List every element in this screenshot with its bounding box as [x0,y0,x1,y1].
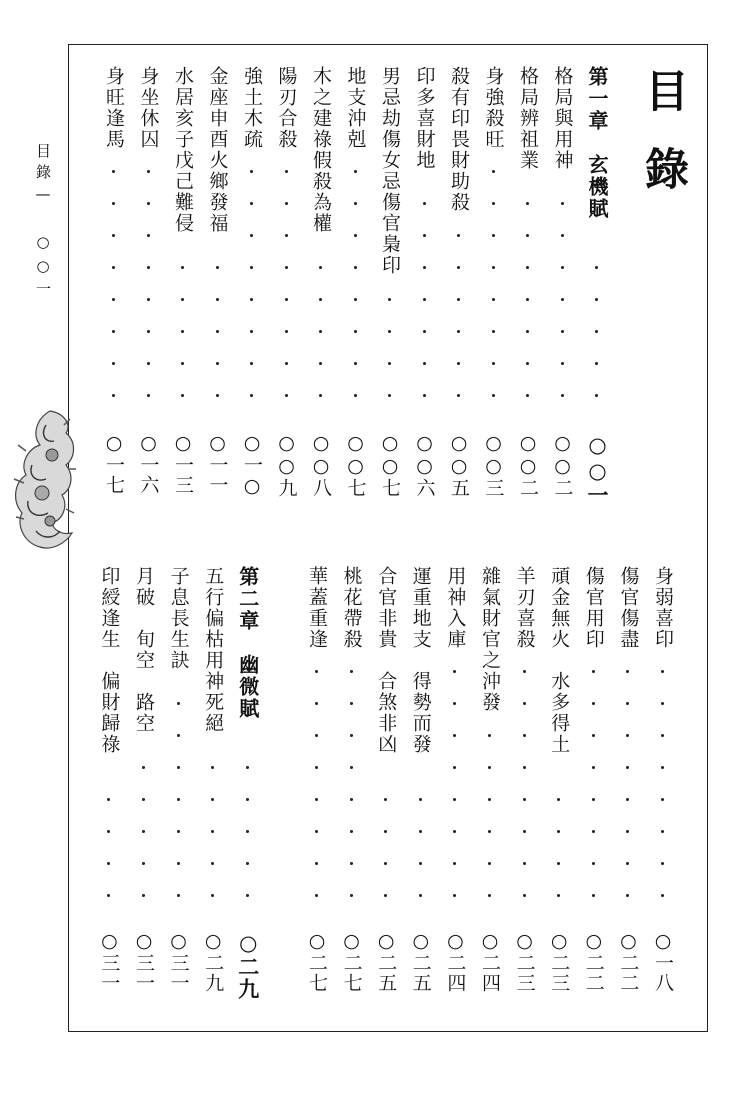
toc-entry[interactable] [404,566,438,1006]
entry-title: 桃花帶殺 [340,566,363,650]
leader-dot [285,362,288,365]
leader-dot [246,766,249,769]
leader-dot [423,394,426,397]
leader-dot [592,734,595,737]
toc-entry[interactable] [162,566,196,1006]
leader-dot [285,330,288,333]
leader-dot [112,394,115,397]
leader-dot [592,894,595,897]
leader-dot [250,234,253,237]
leader-dot [595,362,598,365]
leader-dot [216,394,219,397]
leader-dot [315,766,318,769]
leader-dot [561,202,564,205]
toc-entry[interactable] [339,66,373,536]
leader-dot [211,862,214,865]
page-number: ○一六 [137,432,160,495]
leader-dot [423,266,426,269]
toc-entry[interactable] [542,566,576,1006]
leader-dot [457,362,460,365]
leader-dot [315,830,318,833]
leader-dot [423,234,426,237]
leader-dot [592,862,595,865]
leader-dot [561,234,564,237]
entry-title: 身坐休囚 [137,66,160,150]
leader-dot [211,798,214,801]
leader-dot [147,298,150,301]
leader-dot [112,362,115,365]
leader-dot [492,234,495,237]
leader-dot [453,862,456,865]
entry-title: 身強殺旺 [482,66,505,150]
toc-entry[interactable] [511,66,545,536]
leader-dot [388,362,391,365]
leader-dot [350,830,353,833]
lower-contents-block [0,566,749,1006]
leader-dot [250,394,253,397]
leader-dot [592,766,595,769]
leader-dot [354,362,357,365]
leader-dot [523,830,526,833]
leader-dot [147,266,150,269]
entry-title: 水居亥子戊己難侵 [172,66,194,234]
leader-dot [112,202,115,205]
leader-dot [112,234,115,237]
toc-entry[interactable] [442,66,476,536]
leader-dot [592,702,595,705]
leader-dot [211,894,214,897]
leader-dot [457,330,460,333]
page-number: ○二三 [513,930,536,993]
leader-dot [112,266,115,269]
leader-dot [526,362,529,365]
leader-dot [250,298,253,301]
page-number: ○○五 [448,432,470,498]
entry-title: 子息長生訣 [167,566,190,671]
leader-dot [388,298,391,301]
leader-dot [147,202,150,205]
leader-dot [523,798,526,801]
toc-entry[interactable] [196,566,230,1006]
page-number: ○二五 [409,930,432,993]
leader-dot [177,702,180,705]
leader-dot [557,862,560,865]
leader-dot [561,394,564,397]
leader-dot [423,330,426,333]
leader-dot [488,798,491,801]
leader-dot [354,298,357,301]
entry-title: 木之建祿假殺為權 [310,66,332,234]
leader-dot [315,862,318,865]
leader-dot [285,202,288,205]
leader-dot [453,894,456,897]
leader-dot [177,894,180,897]
leader-dot [354,330,357,333]
leader-dot [319,266,322,269]
leader-dot [181,362,184,365]
leader-dot [181,298,184,301]
toc-entry[interactable] [265,566,299,1006]
toc-entry[interactable] [166,66,200,536]
leader-dot [112,330,115,333]
page-number: ○○六 [413,432,436,498]
leader-dot [350,798,353,801]
toc-entry[interactable] [97,66,131,536]
leader-dot [457,266,460,269]
leader-dot [661,894,664,897]
entry-title: 用神入庫 [444,566,467,650]
leader-dot [626,894,629,897]
leader-dot [561,362,564,365]
leader-dot [492,266,495,269]
leader-dot [319,362,322,365]
leader-dot [181,266,184,269]
leader-dot [419,798,422,801]
leader-dot [246,862,249,865]
page-number: ○二五 [375,930,398,993]
leader-dot [315,670,318,673]
upper-contents-block [0,66,749,536]
leader-dot [350,702,353,705]
leader-dot [285,394,288,397]
entry-title: 羊刃喜殺 [513,566,536,650]
leader-dot [423,362,426,365]
leader-dot [388,330,391,333]
leader-dot [107,830,110,833]
entry-title: 華蓋重逢 [306,566,328,650]
entry-title: 雜氣財官之沖發 [479,566,501,713]
leader-dot [315,702,318,705]
leader-dot [142,798,145,801]
leader-dot [626,798,629,801]
leader-dot [319,330,322,333]
leader-dot [661,734,664,737]
toc-entry[interactable] [335,566,369,1006]
leader-dot [285,266,288,269]
leader-dot [526,298,529,301]
leader-dot [595,266,598,269]
leader-dot [250,170,253,173]
leader-dot [592,670,595,673]
leader-dot [661,798,664,801]
toc-entry[interactable] [546,66,580,536]
page-number: ○二七 [340,930,363,993]
leader-dot [354,202,357,205]
leader-dot [177,798,180,801]
leader-dot [354,170,357,173]
leader-dot [557,830,560,833]
toc-entry[interactable] [408,66,442,536]
entry-title: 傷官用印 [582,566,605,650]
toc-entry[interactable] [477,66,511,536]
toc-entry[interactable] [369,566,403,1006]
toc-entry[interactable] [270,66,304,536]
entry-title: 身弱喜印 [652,566,674,650]
leader-dot [147,362,150,365]
page-number: ○一一 [206,432,229,495]
leader-dot [285,234,288,237]
leader-dot [523,734,526,737]
leader-dot [147,170,150,173]
leader-dot [457,394,460,397]
leader-dot [492,170,495,173]
leader-dot [350,766,353,769]
page-title: 目錄 [637,68,688,224]
leader-dot [523,894,526,897]
leader-dot [181,394,184,397]
leader-dot [384,798,387,801]
leader-dot [592,830,595,833]
page-number: ○○二 [551,432,574,498]
page-number: ○○八 [310,432,332,498]
leader-dot [523,702,526,705]
leader-dot [488,894,491,897]
leader-dot [350,670,353,673]
leader-dot [112,170,115,173]
leader-dot [423,202,426,205]
leader-dot [453,766,456,769]
leader-dot [315,894,318,897]
leader-dot [488,766,491,769]
leader-dot [453,702,456,705]
toc-entry[interactable] [235,66,269,536]
leader-dot [246,894,249,897]
entry-title: 殺有印畏財助殺 [448,66,470,213]
leader-dot [561,330,564,333]
leader-dot [142,862,145,865]
page-number: ○○九 [275,432,298,498]
leader-dot [315,798,318,801]
toc-entry[interactable] [580,66,614,536]
leader-dot [177,734,180,737]
page-number: ○一○ [241,432,263,498]
toc-entry[interactable] [127,566,161,1006]
leader-dot [384,862,387,865]
leader-dot [142,894,145,897]
leader-dot [626,702,629,705]
leader-dot [250,330,253,333]
toc-entry[interactable] [611,566,645,1006]
leader-dot [523,766,526,769]
leader-dot [626,734,629,737]
leader-dot [419,894,422,897]
leader-dot [177,862,180,865]
toc-entry[interactable] [577,566,611,1006]
page-number: ○三一 [98,930,121,993]
toc-entry[interactable] [201,66,235,536]
leader-dot [492,394,495,397]
toc-entry[interactable] [231,566,265,1006]
leader-dot [419,862,422,865]
leader-dot [388,394,391,397]
leader-dot [453,798,456,801]
leader-dot [488,734,491,737]
leader-dot [147,234,150,237]
leader-dot [211,830,214,833]
entry-title: 頑金無火 水多得土 [548,566,571,755]
leader-dot [453,670,456,673]
toc-entry[interactable] [438,566,472,1006]
leader-dot [592,798,595,801]
leader-dot [526,202,529,205]
toc-entry[interactable] [373,66,407,536]
leader-dot [626,830,629,833]
page-number: ○○三 [482,432,505,498]
leader-dot [595,394,598,397]
leader-dot [557,894,560,897]
leader-dot [384,894,387,897]
leader-dot [216,330,219,333]
entry-title: 陽刃合殺 [275,66,298,150]
leader-dot [488,830,491,833]
page-number: ○二九 [235,930,261,1000]
leader-dot [211,766,214,769]
leader-dot [423,298,426,301]
leader-dot [107,862,110,865]
leader-dot [457,298,460,301]
leader-dot [453,830,456,833]
leader-dot [661,670,664,673]
leader-dot [142,830,145,833]
leader-dot [488,862,491,865]
leader-dot [384,830,387,833]
page-number: ○一三 [172,432,194,495]
entry-title: 男忌劫傷女忌傷官梟印 [379,66,401,276]
page-number: ○○一 [585,432,610,506]
leader-dot [492,298,495,301]
entry-title: 傷官傷盡 [617,566,640,650]
leader-dot [107,894,110,897]
entry-title: 合官非貴 合煞非凶 [375,566,398,755]
page-number: ○二四 [444,930,467,993]
entry-title: 金座申酉火鄉發福 [206,66,229,234]
leader-dot [216,298,219,301]
leader-dot [526,234,529,237]
entry-title: 格局辨祖業 [517,66,539,171]
entry-title: 印多喜財地 [413,66,436,171]
toc-entry[interactable] [508,566,542,1006]
entry-title: 五行偏枯用神死絕 [202,566,225,734]
leader-dot [661,862,664,865]
entry-title: 運重地支 得勢而發 [409,566,432,755]
leader-dot [354,266,357,269]
leader-dot [626,670,629,673]
leader-dot [526,266,529,269]
leader-dot [315,734,318,737]
leader-dot [526,394,529,397]
leader-dot [457,234,460,237]
leader-dot [661,766,664,769]
entry-title: 格局與用神 [551,66,574,171]
page-number: ○二七 [306,930,328,993]
leader-dot [285,170,288,173]
leader-dot [561,298,564,301]
page-number: ○一七 [103,432,125,495]
leader-dot [350,862,353,865]
page-number: ○三一 [133,930,155,993]
leader-dot [526,330,529,333]
page-number: ○二九 [202,930,225,993]
leader-dot [523,670,526,673]
leader-dot [595,298,598,301]
entry-title: 月破 旬空 路空 [133,566,155,734]
toc-entry[interactable] [300,566,334,1006]
leader-dot [285,298,288,301]
leader-dot [246,798,249,801]
chapter-heading: 第二章 幽微賦 [235,566,260,720]
entry-title: 強土木疏 [241,66,263,150]
leader-dot [354,394,357,397]
leader-dot [626,766,629,769]
toc-entry[interactable] [92,566,126,1006]
leader-dot [492,202,495,205]
leader-dot [354,234,357,237]
page-number: ○○七 [344,432,367,498]
leader-dot [661,702,664,705]
leader-dot [177,766,180,769]
leader-dot [250,362,253,365]
entry-title: 身旺逢馬 [103,66,125,150]
leader-dot [250,202,253,205]
leader-dot [216,266,219,269]
entry-title: 地支沖剋 [344,66,367,150]
leader-dot [595,330,598,333]
leader-dot [557,798,560,801]
leader-dot [250,266,253,269]
page-number: ○二三 [548,930,571,993]
leader-dot [319,394,322,397]
running-header: 目錄— ○○一 [34,143,52,302]
leader-dot [453,734,456,737]
leader-dot [492,330,495,333]
entry-title: 印綬逢生 偏財歸祿 [98,566,121,755]
leader-dot [181,330,184,333]
leader-dot [561,266,564,269]
toc-entry[interactable] [304,66,338,536]
leader-dot [216,362,219,365]
leader-dot [350,734,353,737]
leader-dot [112,298,115,301]
toc-entry[interactable] [646,566,680,1006]
page-number: ○二二 [617,930,640,993]
toc-entry[interactable] [473,566,507,1006]
page-number: ○○七 [379,432,401,498]
page-number: ○二四 [479,930,501,993]
page-number: ○一八 [652,930,674,993]
page-number: ○○二 [517,432,539,498]
leader-dot [419,830,422,833]
leader-dot [661,830,664,833]
chapter-heading: 第一章 玄機賦 [585,66,609,220]
leader-dot [626,862,629,865]
leader-dot [147,394,150,397]
leader-dot [142,766,145,769]
leader-dot [319,298,322,301]
leader-dot [523,862,526,865]
toc-entry[interactable] [132,66,166,536]
leader-dot [350,894,353,897]
page-number: ○三一 [167,930,190,993]
leader-dot [246,830,249,833]
leader-dot [107,798,110,801]
leader-dot [147,330,150,333]
page-number: ○二二 [582,930,605,993]
leader-dot [177,830,180,833]
leader-dot [492,362,495,365]
